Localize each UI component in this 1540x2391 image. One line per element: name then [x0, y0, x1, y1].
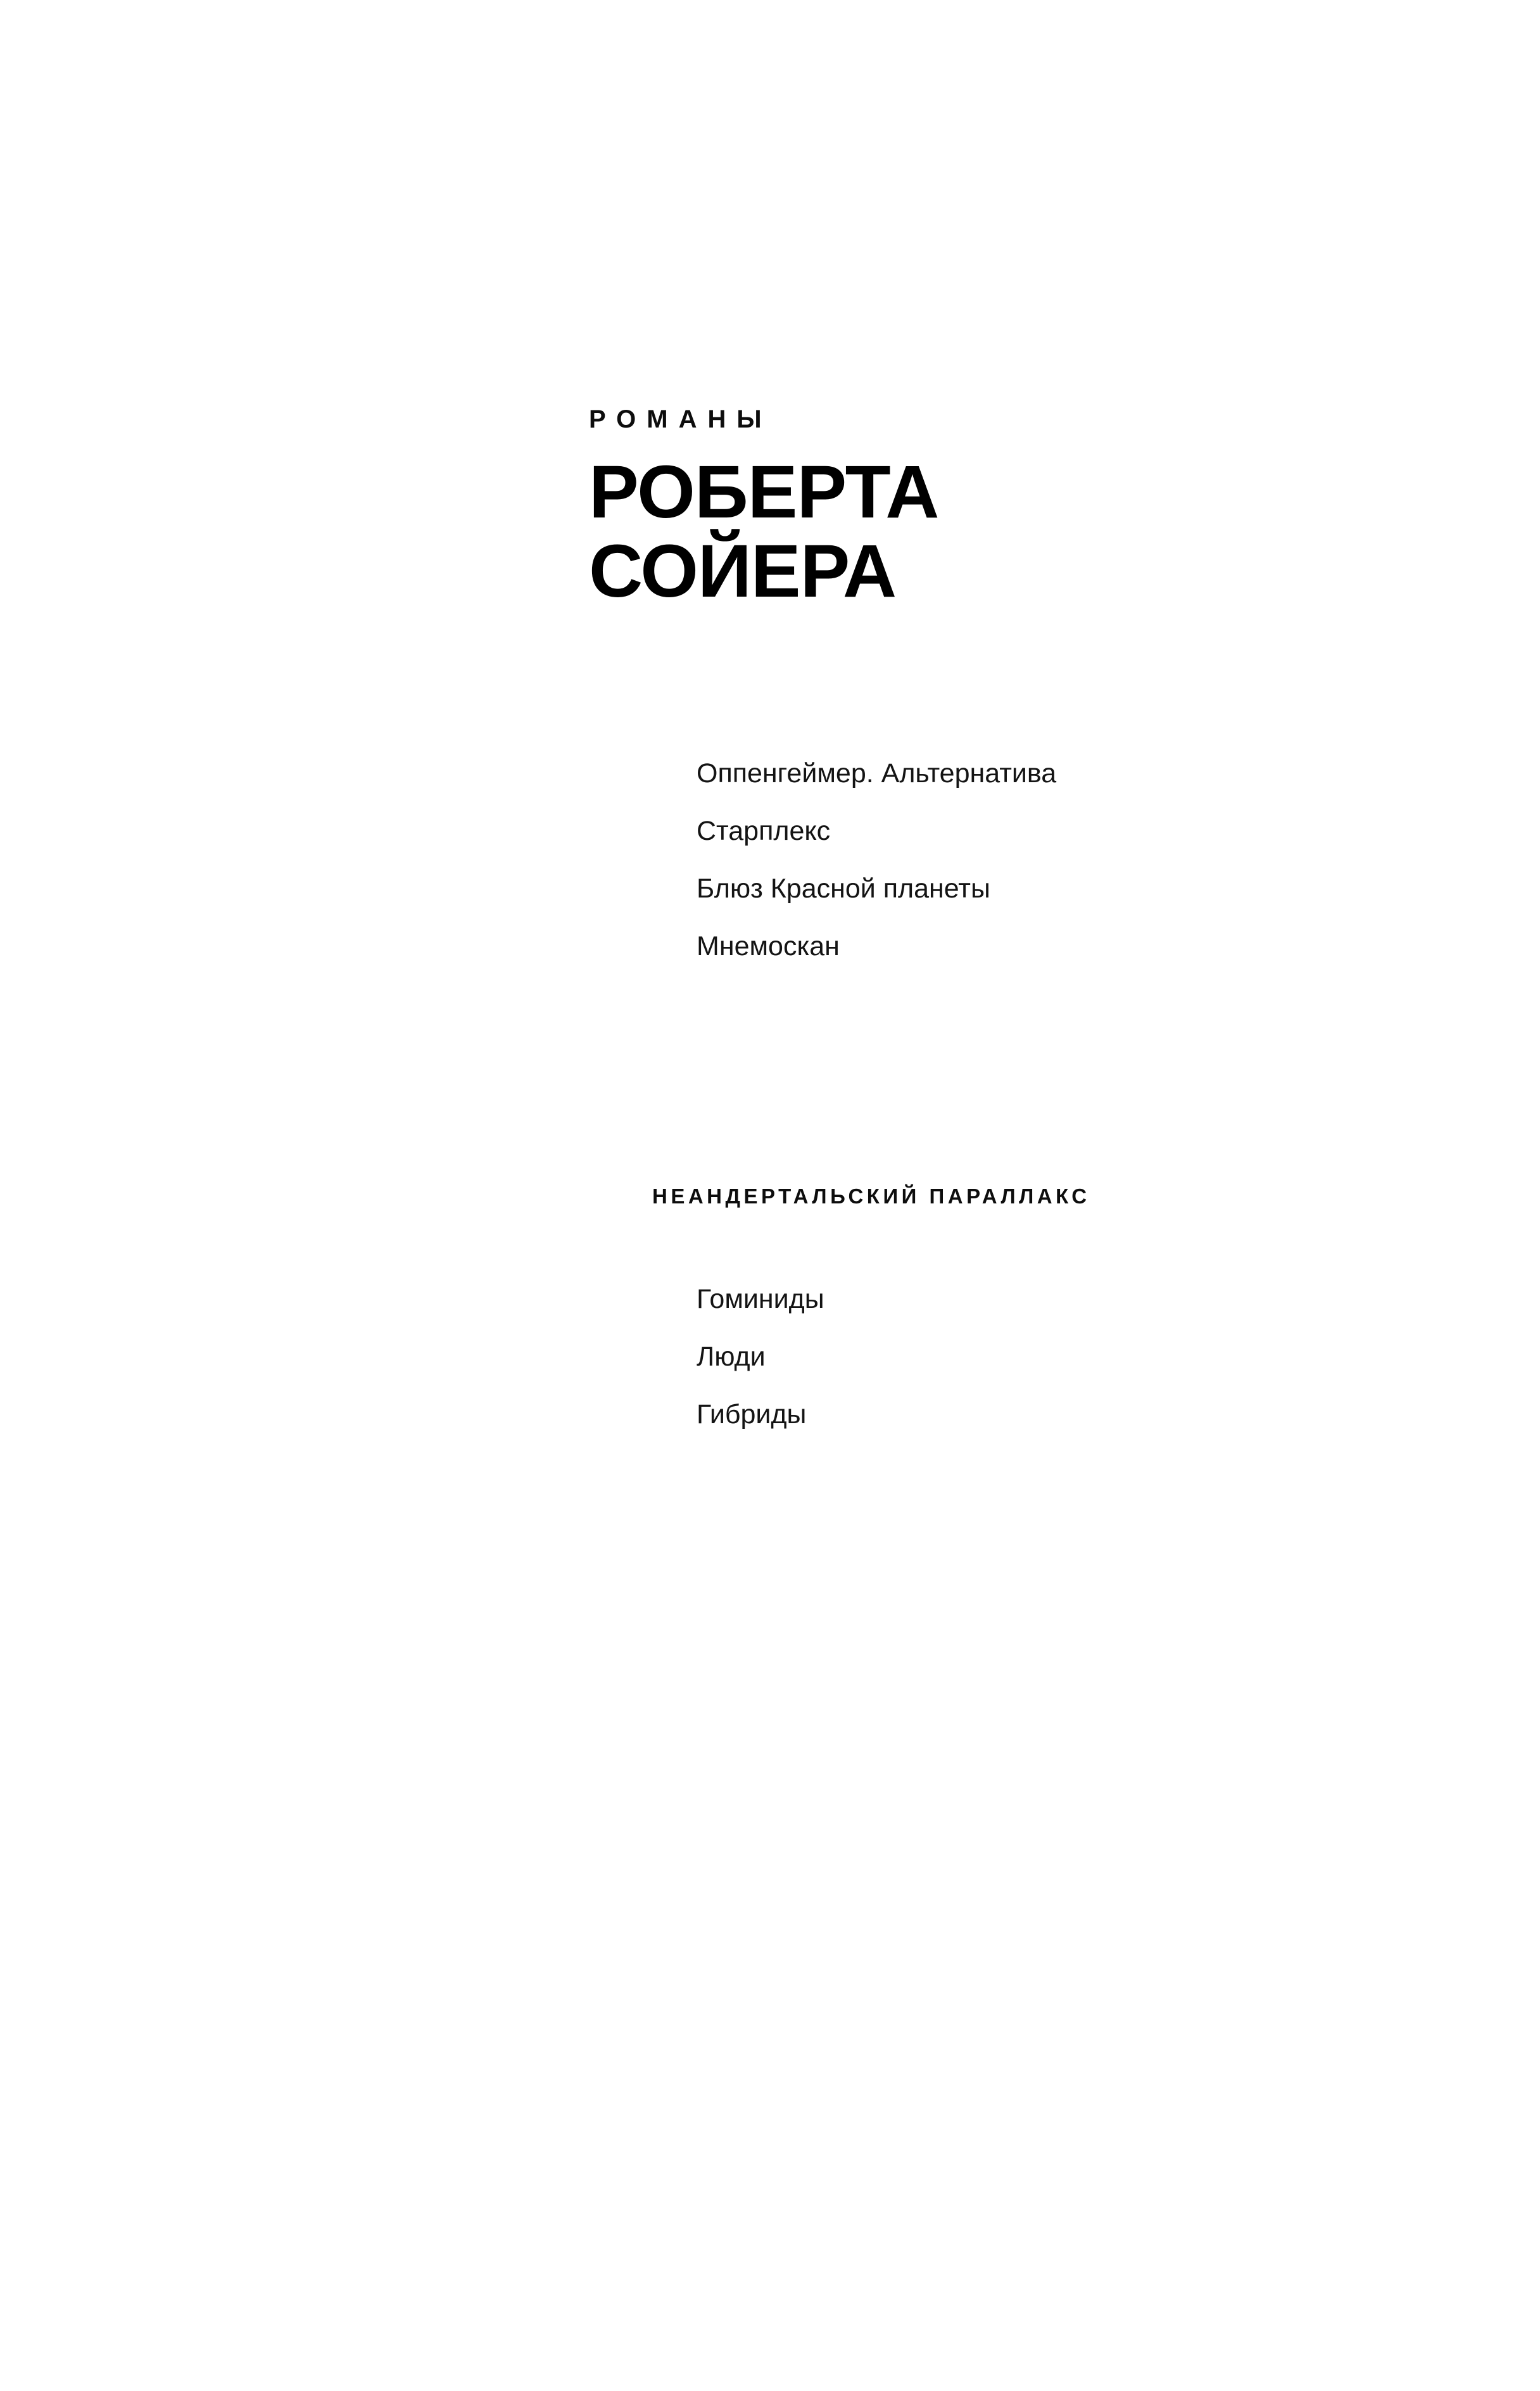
list-item: Гибриды — [697, 1399, 807, 1430]
series-books-list — [697, 1286, 1330, 1459]
list-item: Люди — [697, 1341, 766, 1372]
author-name — [589, 450, 1349, 614]
author-name-line-2: СОЙЕРА — [589, 530, 897, 614]
title-block — [589, 405, 1349, 1430]
list-item: Старплекс — [697, 816, 831, 846]
eyebrow-label: РОМАНЫ — [589, 405, 773, 433]
series-title: НЕАНДЕРТАЛЬСКИЙ ПАРАЛЛАКС — [652, 1184, 1090, 1208]
author-name-line-1: РОБЕРТА — [589, 450, 939, 534]
novels-list — [697, 760, 1330, 991]
list-item: Оппенгеймер. Альтернатива — [697, 758, 1057, 789]
list-item: Гоминиды — [697, 1284, 824, 1314]
list-item: Мнемоскан — [697, 931, 840, 961]
list-item: Блюз Красной планеты — [697, 873, 990, 904]
